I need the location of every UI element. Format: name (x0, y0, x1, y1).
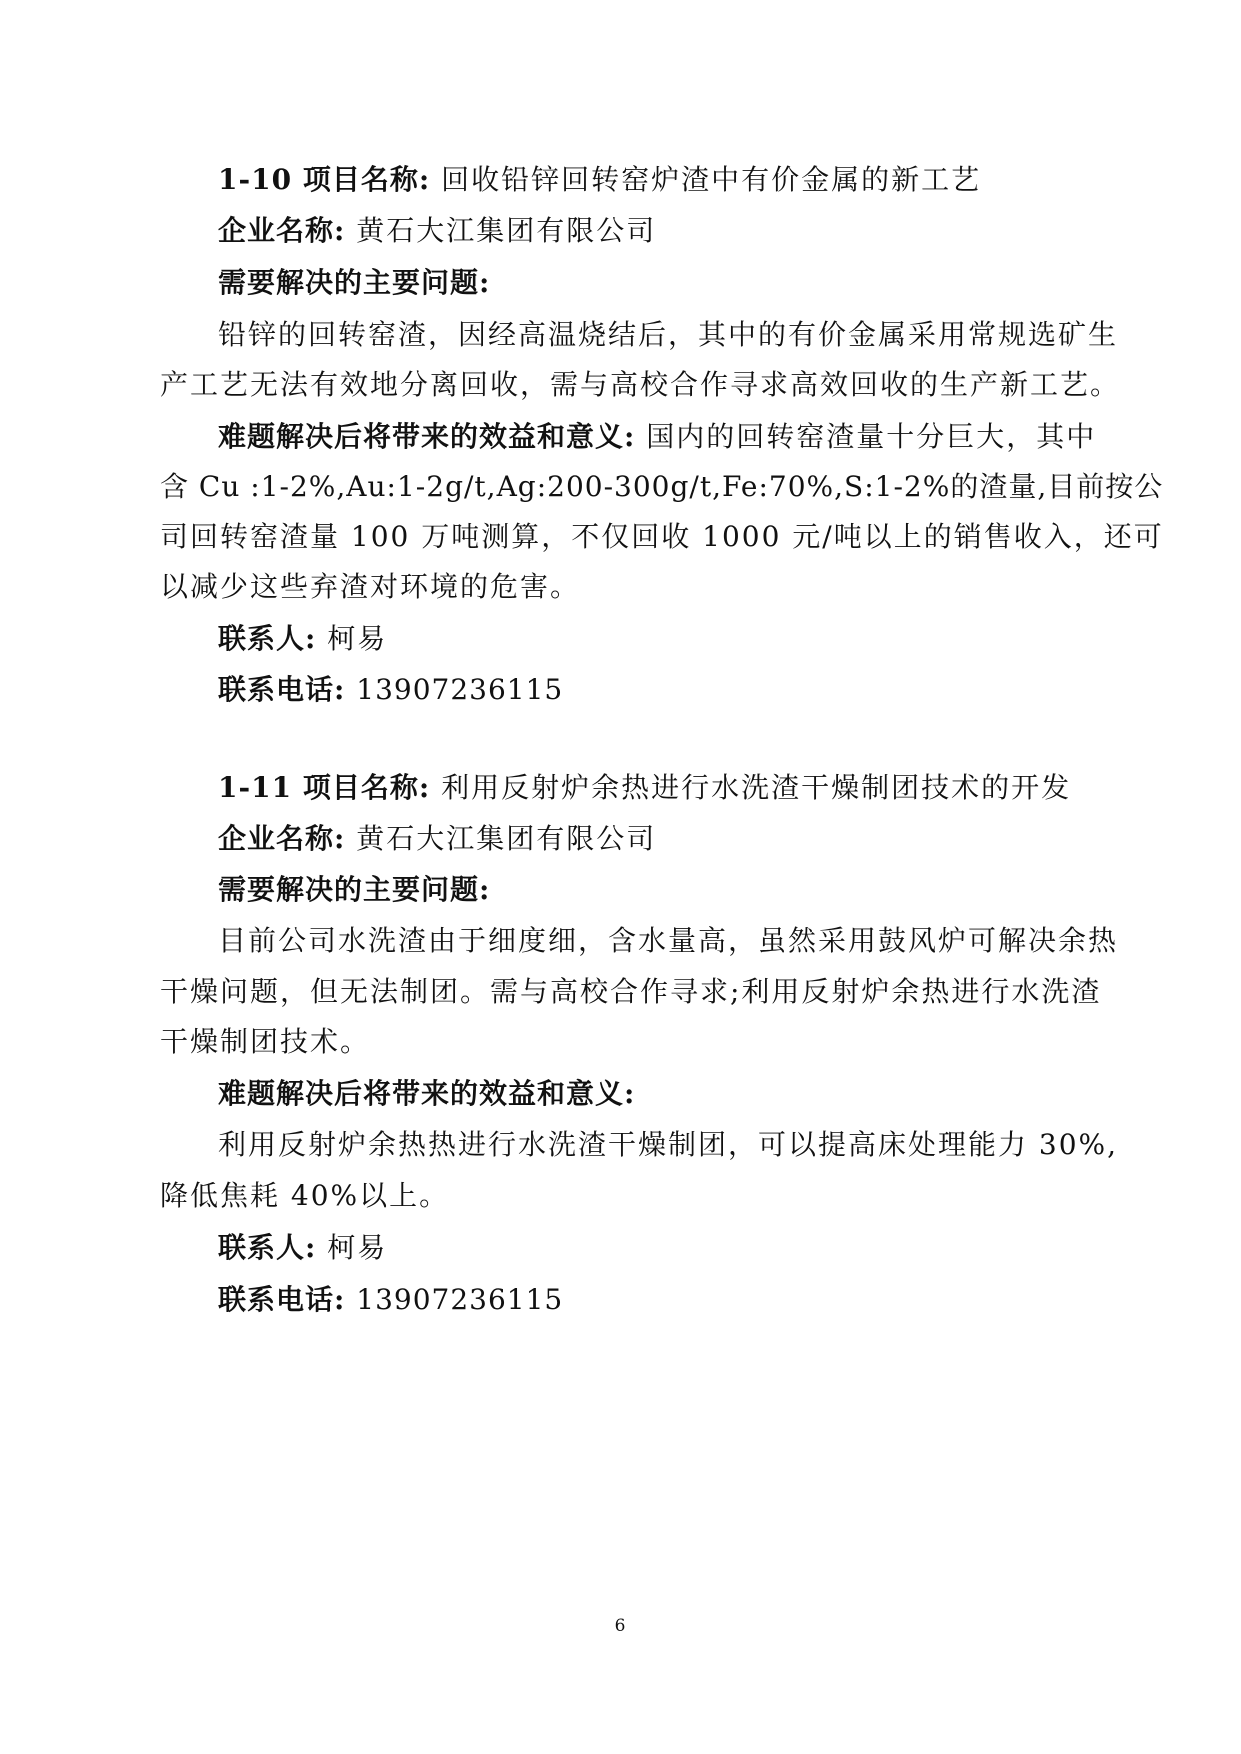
problem-line: 干燥制团技术。 (160, 1025, 371, 1058)
contact-row (218, 619, 1090, 659)
project-title: 回收铅锌回转窑炉渣中有价金属的新工艺 (441, 163, 982, 196)
project-title: 利用反射炉余热进行水洗渣干燥制团技术的开发 (441, 771, 1072, 804)
benefit-line: 降低焦耗 40%以上。 (160, 1179, 450, 1212)
benefit-line: 以减少这些弃渣对环境的危害。 (160, 570, 581, 603)
problem-line: 产工艺无法有效地分离回收，需与高校合作寻求高效回收的生产新工艺。 (160, 368, 1121, 401)
contact-value: 柯易 (327, 1231, 388, 1264)
company-row (218, 211, 1090, 251)
company-value: 黄石大江集团有限公司 (356, 214, 657, 247)
contact-row (218, 1228, 1090, 1268)
benefit-label: 难题解决后将带来的效益和意义: (218, 420, 636, 453)
project-heading (218, 160, 1090, 200)
phone-row (218, 1280, 1090, 1320)
benefit-line: 国内的回转窑渣量十分巨大，其中 (646, 420, 1097, 453)
company-row (218, 819, 1090, 859)
benefit-line: 利用反射炉余热热进行水洗渣干燥制团，可以提高床处理能力 30%, (218, 1128, 1119, 1161)
contact-label: 联系人: (218, 1231, 317, 1264)
phone-value: 13907236115 (356, 673, 564, 706)
problem-line: 干燥问题，但无法制团。需与高校合作寻求;利用反射炉余热进行水洗渣 (160, 975, 1102, 1008)
benefit-line: 司回转窑渣量 100 万吨测算，不仅回收 1000 元/吨以上的销售收入，还可 (160, 520, 1164, 553)
project-label: 1-10 项目名称: (218, 163, 431, 196)
page-number: 6 (614, 1616, 626, 1636)
company-value: 黄石大江集团有限公司 (356, 822, 657, 855)
phone-value: 13907236115 (356, 1283, 564, 1316)
phone-label: 联系电话: (218, 673, 346, 706)
benefit-line: 含 Cu :1-2%,Au:1-2g/t,Ag:200-300g/t,Fe:70%,S:1-2%的渣量,目前按公 (160, 470, 1164, 503)
phone-row (218, 670, 1090, 710)
problem-line: 铅锌的回转窑渣，因经高温烧结后，其中的有价金属采用常规选矿生 (218, 318, 1119, 351)
company-label: 企业名称: (218, 822, 346, 855)
project-heading (218, 768, 1090, 808)
contact-value: 柯易 (327, 622, 388, 655)
contact-label: 联系人: (218, 622, 317, 655)
benefit-row (218, 417, 1097, 457)
company-label: 企业名称: (218, 214, 346, 247)
problem-line: 目前公司水洗渣由于细度细，含水量高，虽然采用鼓风炉可解决余热 (218, 924, 1119, 957)
project-label: 1-11 项目名称: (218, 771, 431, 804)
benefit-label: 难题解决后将带来的效益和意义: (218, 1077, 636, 1110)
problem-label: 需要解决的主要问题: (218, 873, 491, 906)
phone-label: 联系电话: (218, 1283, 346, 1316)
problem-label: 需要解决的主要问题: (218, 266, 491, 299)
